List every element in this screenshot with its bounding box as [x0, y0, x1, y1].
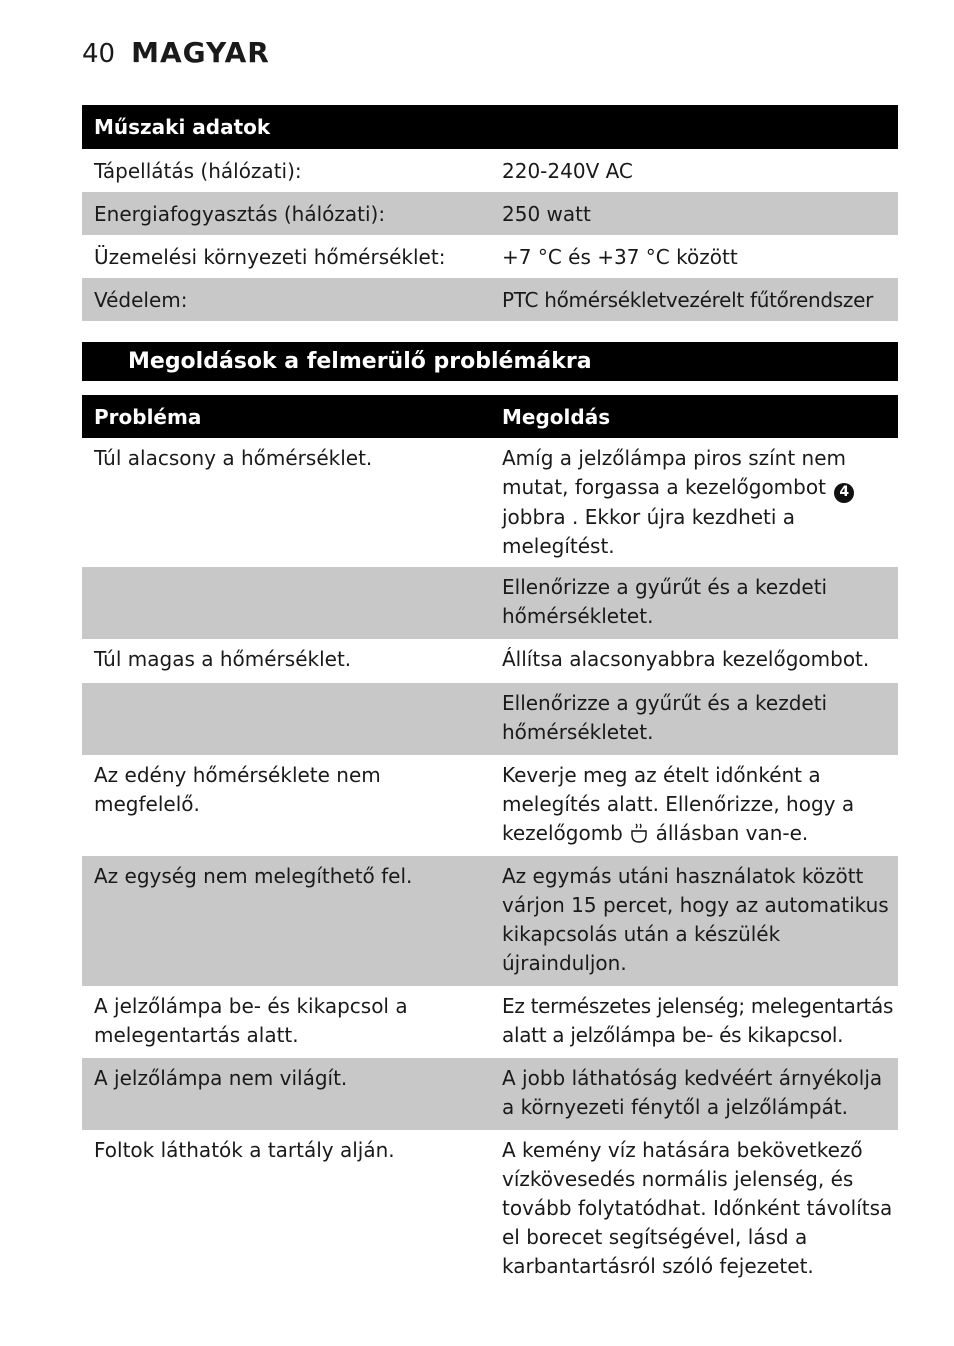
problem-cell: Az egység nem melegíthető fel. [94, 864, 413, 888]
problem-cell [82, 689, 490, 755]
table-row [82, 986, 898, 1058]
control-knob-number-icon: 4 [834, 483, 854, 503]
table-row [82, 683, 898, 755]
table-header [82, 395, 898, 438]
problem-cell [82, 573, 490, 639]
spec-value: 220-240V AC [502, 158, 633, 183]
problem-cell: Túl alacsony a hőmérséklet. [94, 446, 373, 470]
table-header [82, 105, 898, 149]
page-language: MAGYAR [131, 36, 270, 69]
spec-value: +7 °C és +37 °C között [502, 244, 738, 269]
solution-cell: Ez természetes jelenség; melegentartás alatt a jelzőlámpa be- és kikapcsol. [502, 994, 894, 1047]
column-header-solution: Megoldás [502, 404, 611, 429]
solution-cell: Az egymás utáni használatok között várjon 15 percet, hogy az automatikus kikapcsolás után a készülék újrainduljon. [502, 864, 889, 975]
solution-cell: A jobb láthatóság kedvéért árnyékolja a környezeti fénytől a jelzőlámpát. [502, 1066, 883, 1119]
problem-cell: A jelzőlámpa be- és kikapcsol a melegentartás alatt. [94, 994, 408, 1047]
problem-cell: Az edény hőmérséklete nem megfelelő. [94, 763, 381, 816]
solution-text: jobbra . Ekkor újra kezdheti a melegítést. [502, 504, 796, 558]
solution-cell [490, 761, 898, 856]
pot-icon [631, 823, 647, 843]
table-row [82, 1130, 898, 1288]
technical-data-table [82, 105, 898, 321]
table-row [82, 438, 898, 567]
table-row [82, 567, 898, 639]
table-row [82, 1058, 898, 1130]
solution-text: állásban van-e. [655, 821, 809, 845]
problem-cell: Foltok láthatók a tartály alján. [94, 1138, 395, 1162]
solution-cell: Állítsa alacsonyabbra kezelőgombot. [502, 647, 870, 671]
table-row [82, 755, 898, 856]
spec-value: 250 watt [502, 201, 591, 226]
solution-cell: Ellenőrizze a gyűrűt és a kezdeti hőmérsékletet. [502, 691, 828, 744]
table-row [82, 856, 898, 986]
spec-label: Energiafogyasztás (hálózati): [94, 201, 386, 226]
solution-cell: Ellenőrizze a gyűrűt és a kezdeti hőmérsékletet. [502, 575, 828, 628]
page-header [82, 36, 270, 72]
table-row [82, 278, 898, 321]
solution-cell [490, 444, 898, 567]
problem-cell: A jelzőlámpa nem világít. [94, 1066, 348, 1090]
solution-cell: A kemény víz hatására bekövetkező vízkövesedés normális jelenség, és tovább folytatódhat. Időnként távolítsa el borecet segítségével, lásd a karbantartásról szóló fejezetet. [502, 1138, 893, 1278]
problem-cell: Túl magas a hőmérséklet. [94, 647, 352, 671]
spec-label: Tápellátás (hálózati): [94, 158, 302, 183]
column-header-problem: Probléma [94, 404, 202, 429]
solution-text: Keverje meg az ételt időnként a melegítés alatt. Ellenőrizze, hogy a kezelőgomb [502, 763, 855, 845]
table-title: Műszaki adatok [94, 115, 271, 139]
table-row [82, 192, 898, 235]
section-title: Megoldások a felmerülő problémákra [82, 342, 898, 381]
spec-label: Védelem: [94, 287, 188, 312]
spec-value: PTC hőmérsékletvezérelt fűtőrendszer [502, 287, 874, 312]
table-row [82, 235, 898, 278]
troubleshooting-table [82, 395, 898, 1288]
table-row [82, 639, 898, 683]
spec-label: Üzemelési környezeti hőmérséklet: [94, 244, 446, 269]
solution-text: Amíg a jelzőlámpa piros színt nem mutat, forgassa a kezelőgombot [502, 446, 847, 499]
table-row [82, 149, 898, 192]
page-number: 40 [82, 39, 116, 69]
